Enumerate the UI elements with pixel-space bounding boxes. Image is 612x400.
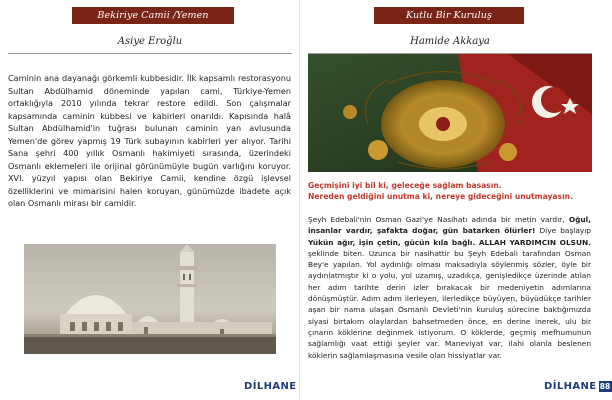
right-page (300, 0, 611, 400)
bold-quote-closing: Yükün ağır, işin çetin, gücün kıla bağlı. ALLAH YARDIMCIN OLSUN. (308, 237, 591, 247)
epigraph-quote (308, 180, 592, 202)
section-tag: Bekiriye Camii /Yemen (72, 7, 234, 24)
left-page (0, 0, 300, 400)
paragraph-body: şeklinde biten. Uzunca bir nasihattir bu Şeyh Edebali tarafından Osman Bey'e yapılan. Yol aydınlığı olması maksadıyla söylenmiş sözler, öyle bir aydınlatmıştır ki o yolu, yol uzamış, uzadıkça, genişledikçe üzerinde atılan her adım tarihte derin izler bırakacak bir medeniyetin adımlarına dönüşmüştür. Adım adım ilerleyen, ilerledikçe büyüyen, büyüdükçe tarihler aşan bir nama ulaşan Osmanlı Devleti'nin kuruluş sürecine baktığımızda siyasi birtakım olaylardan bahsetmeden önce, en derine inerek, ulu bir çınarın köklerine değinmek istiyorum. O köklerde, geçmiş mefhumunun sağlamlığı vaat ettiği şeyler var. Maneviyat var, ilahi olanla beslenen köklerin sağlamlaşmasına vesile olan hissiyatlar var. (308, 248, 591, 360)
logo-wordmark: DİLHANE (244, 380, 297, 392)
bold-quote-opening: Oğul, insanlar vardır, şafakta doğar, gün batarken ölürler! (308, 215, 591, 236)
author-name: Hamide Akkaya (410, 36, 490, 47)
article-paragraph (308, 214, 591, 361)
magazine-logo (544, 378, 612, 394)
mosque-illustration (24, 244, 276, 354)
quote-line: Nereden geldiğini unutma ki, nereye gideceğini unutmayasın. (308, 192, 573, 201)
section-tag: Kutlu Bir Kuruluş (374, 7, 524, 24)
mosque-photo (24, 244, 276, 354)
paragraph-intro: Şeyh Edebali'nin Osman Gazi'ye Nasihatı adında bir metin vardır, (308, 215, 569, 224)
author-name: Asiye Eroğlu (117, 36, 183, 47)
quote-line: Geçmişini iyi bil ki, geleceğe sağlam basasın. (308, 181, 502, 190)
paragraph-connector: Diye başlayıp (535, 226, 591, 236)
logo-wordmark: DİLHANE (544, 380, 597, 392)
author-divider (8, 53, 292, 54)
ottoman-emblem-photo (308, 54, 592, 172)
article-paragraph: Caminin ana dayanağı görkemli kubbesidir. İlk kapsamlı restorasyonu Sultan Abdülhamid döneminde yapılan cami, Türkiye-Yemen ortaklığıyla 2010 yılında tekrar restore edildi. Son çalışmalar kapsamında caminin kubbesi ve kabirleri onarıldı. Kapısında halâ Sultan Abdülhamid'in tuğrası bulunan caminin yan avlusunda Yemen'de görev yapmış 19 Türk subayının kabirleri yer alıyor. Tarihi Sana şehri 400 yıllık Osmanlı hakimiyeti sırasında, üzerindeki Osmanlı eklemeleri ile orijinal görünümüyle bugün varlığını koruyor. XVI. yüzyıl yapısı olan Bekiriye Camii, kendine özgü işlevsel özelliklerini ve mimarisini halen koruyan, günümüzde ibadete açık olan Osmanlı mirası bir camidir. (8, 73, 291, 208)
ottoman-coat-of-arms-illustration (308, 54, 592, 172)
page-number: 88 (599, 381, 611, 391)
